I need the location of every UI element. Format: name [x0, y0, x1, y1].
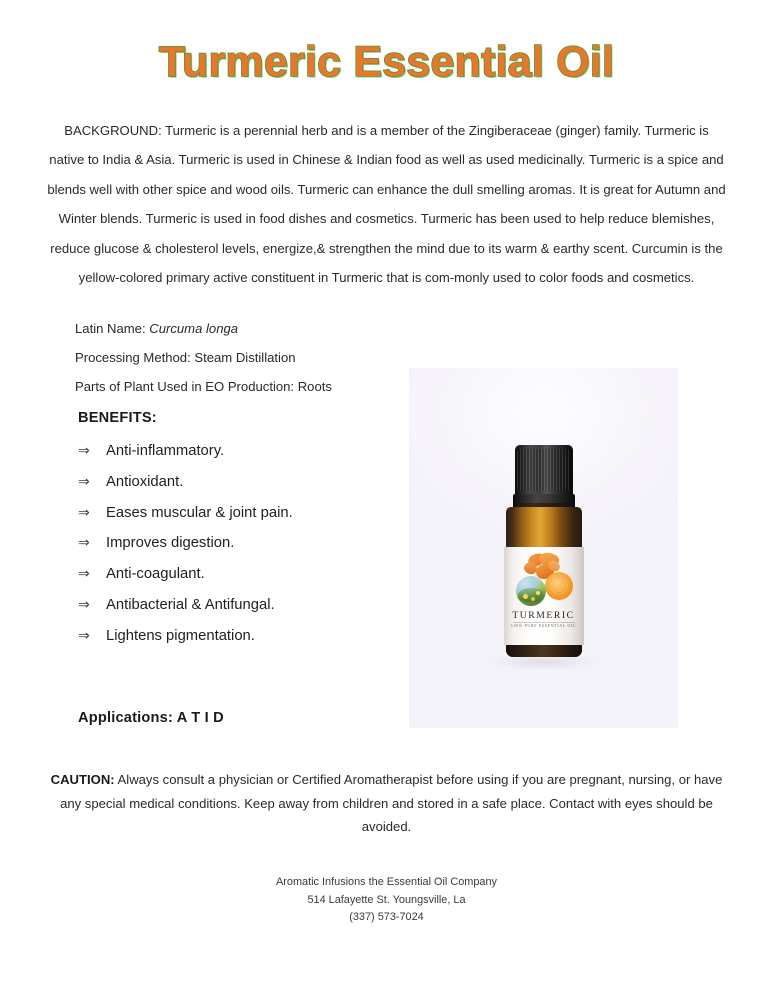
benefit-item	[78, 628, 398, 644]
benefits-list	[78, 443, 398, 644]
bottle-cap	[515, 445, 573, 497]
bottle-cap-ribs	[517, 449, 571, 491]
parts-used-line: Parts of Plant Used in EO Production: Roots	[75, 379, 332, 394]
footer-company: Aromatic Infusions the Essential Oil Company	[276, 876, 497, 888]
footer-phone: (337) 573-7024	[349, 911, 424, 923]
double-arrow-icon: ⇒	[78, 472, 90, 489]
double-arrow-icon: ⇒	[78, 534, 90, 551]
benefit-item	[78, 474, 398, 490]
flower-dot	[523, 594, 528, 599]
page-title: Turmeric Essential Oil	[158, 38, 615, 86]
benefit-item-label: Antibacterial & Antifungal.	[106, 596, 275, 613]
benefit-item-label: Eases muscular & joint pain.	[106, 504, 293, 521]
flower-dot	[536, 591, 540, 595]
benefit-item	[78, 566, 398, 582]
latin-name-line	[75, 314, 405, 343]
benefit-item-label: Anti-inflammatory.	[106, 443, 225, 459]
benefit-item	[78, 443, 398, 459]
botanical-photo-icon	[516, 576, 546, 606]
benefit-item-label: Anti-coagulant.	[106, 566, 205, 583]
product-meta	[75, 314, 405, 401]
benefits-section	[78, 410, 398, 658]
flower-dot	[531, 597, 535, 601]
footer	[0, 874, 773, 927]
oil-bottle	[506, 445, 582, 657]
benefit-item	[78, 505, 398, 521]
latin-name-value: Curcuma longa	[149, 321, 239, 336]
label-divider	[513, 622, 575, 623]
benefit-item-label: Improves digestion.	[106, 535, 235, 552]
benefit-item	[78, 535, 398, 551]
double-arrow-icon: ⇒	[78, 626, 90, 643]
page-title-container	[0, 38, 773, 87]
double-arrow-icon: ⇒	[78, 565, 90, 582]
latin-name-label: Latin Name:	[75, 321, 146, 336]
caution-label: CAUTION:	[50, 772, 115, 787]
background-paragraph: BACKGROUND: Turmeric is a perennial herb and is a member of the Zingiberaceae (ginger) family. Turmeric is native to India & Asia. Turmeric is used in Chinese & Indian food as well as used medicinally. Turmeric is a spice and blends well with other spice and wood oils. Turmeric can enhance the dull smelling aromas. It is great for Autumn and Winter blends. Turmeric is used in food dishes and cosmetics. Turmeric has been used to help reduce blemishes, reduce glucose & cholesterol levels, energize,& strengthen the mind due to its warm & earthy scent. Curcumin is the yellow-colored primary active constituent in Turmeric that is com-monly used to color foods and cosmetics.	[47, 123, 726, 286]
double-arrow-icon: ⇒	[78, 503, 90, 520]
processing-method-line: Processing Method: Steam Distillation	[75, 350, 296, 365]
applications-line: Applications: A T I D	[78, 710, 224, 726]
label-brand-text: TURMERIC	[512, 610, 575, 621]
double-arrow-icon: ⇒	[78, 442, 90, 458]
double-arrow-icon: ⇒	[78, 595, 90, 612]
bottle-label	[504, 547, 584, 645]
benefit-item-label: Antioxidant.	[106, 473, 184, 490]
caution-text: Always consult a physician or Certified Aromatherapist before using if you are pregnant, nursing, or have any special medical conditions. Keep away from children and stored in a safe place. Contact with eyes should be avoided.	[60, 772, 723, 834]
benefits-heading: BENEFITS:	[78, 410, 157, 426]
benefit-item-label: Lightens pigmentation.	[106, 627, 255, 644]
label-artwork	[512, 552, 576, 608]
product-photo	[409, 368, 678, 728]
label-subtitle-text: 100% PURE ESSENTIAL OIL	[510, 624, 577, 628]
footer-address: 514 Lafayette St. Youngsville, La	[307, 893, 466, 906]
caution-paragraph	[42, 768, 731, 839]
turmeric-slice-icon	[545, 572, 573, 600]
benefit-item	[78, 597, 398, 613]
